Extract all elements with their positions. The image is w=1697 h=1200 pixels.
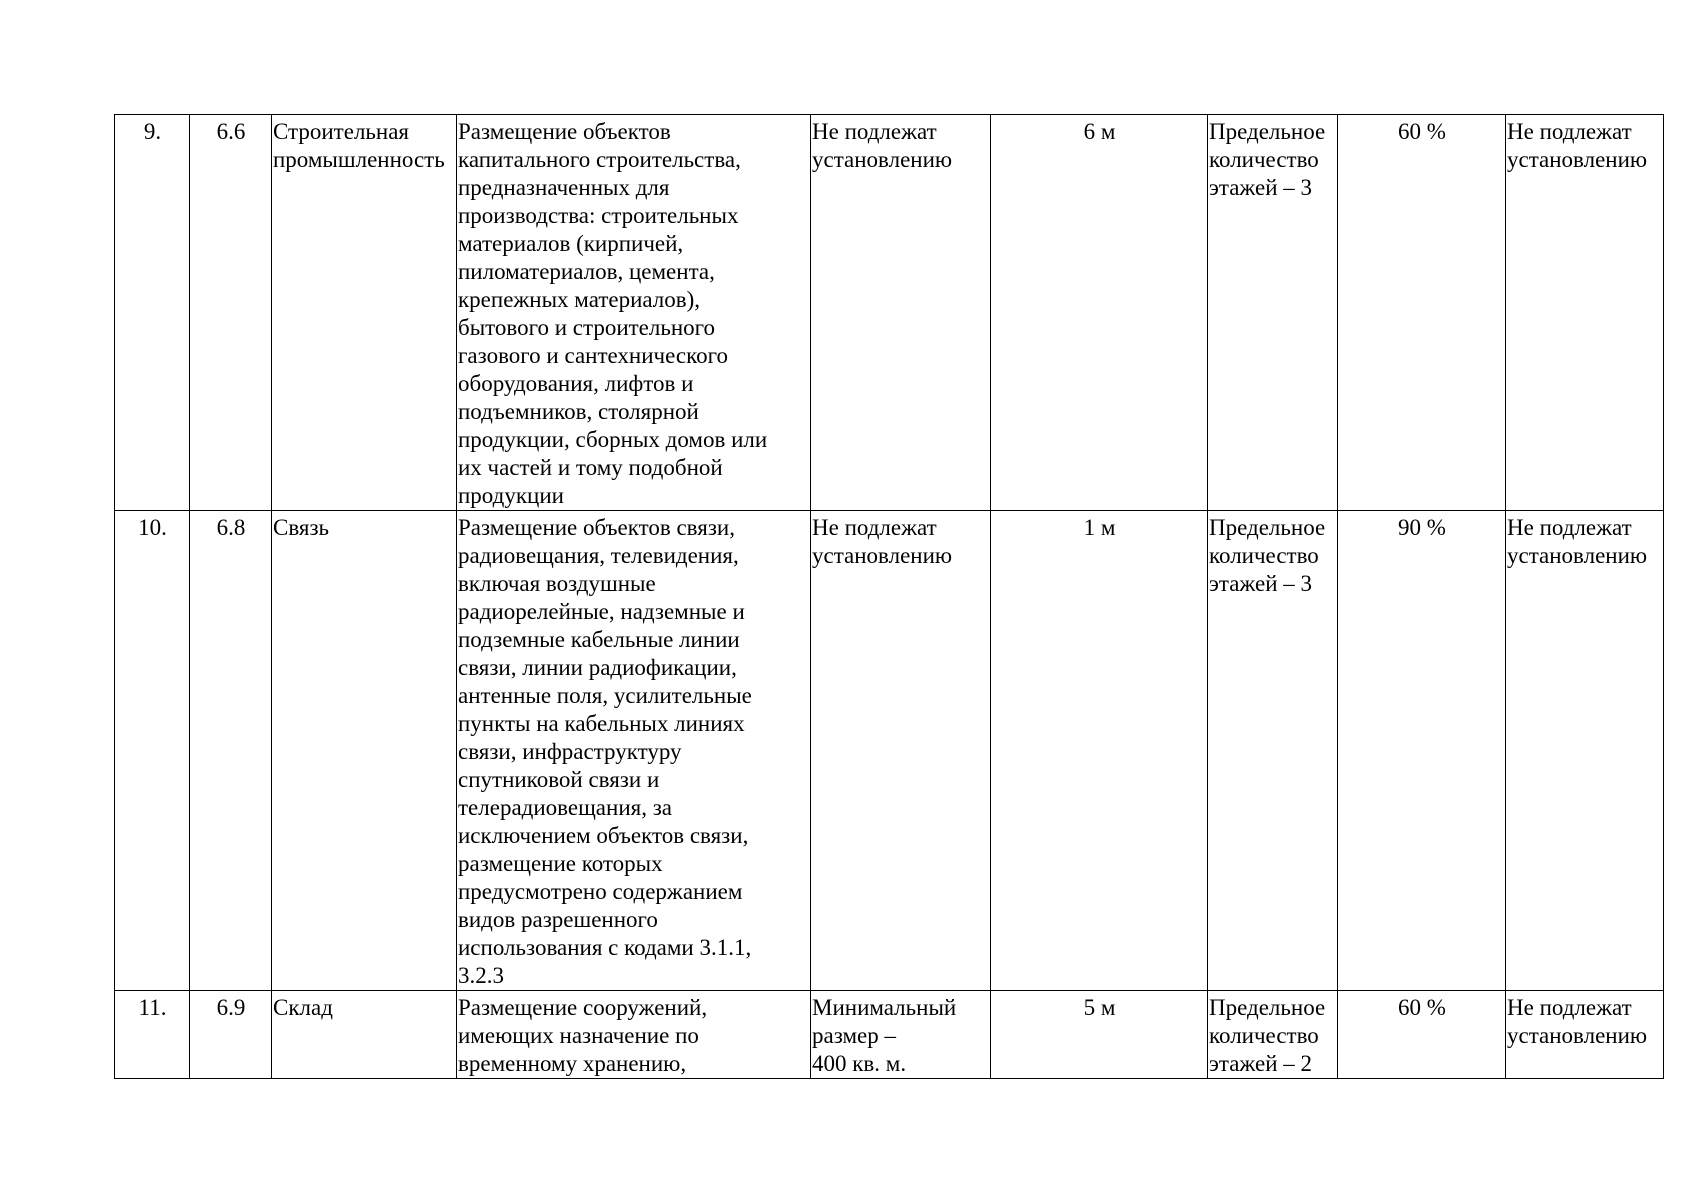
table-row — [115, 511, 1664, 991]
table-row — [115, 115, 1664, 511]
regulations-table — [114, 114, 1664, 1079]
use-code: 6.6 — [190, 115, 272, 511]
use-code: 6.8 — [190, 511, 272, 991]
other-params: Не подлежат установлению — [1506, 115, 1664, 511]
use-name: Склад — [272, 991, 457, 1079]
use-description: Размещение объектов связи, радиовещания, телевидения, включая воздушные радиорелейные, надземные и подземные кабельные линии связи, линии радиофикации, антенные поля, усилительные пункты на кабельных линиях связи, инфраструктуру спутниковой связи и телерадиовещания, за исключением объектов связи, размещение которых предусмотрено содержанием видов разрешенного использования с кодами 3.1.1, 3.2.3 — [457, 511, 811, 991]
coverage-percent: 90 % — [1338, 511, 1506, 991]
use-name: Строительная промышленность — [272, 115, 457, 511]
floors-limit: Предельное количество этажей – 2 — [1208, 991, 1338, 1079]
coverage-percent: 60 % — [1338, 991, 1506, 1079]
use-description: Размещение объектов капитального строительства, предназначенных для производства: строительных материалов (кирпичей, пиломатериалов, цемента, крепежных материалов), бытового и строительного газового и сантехнического оборудования, лифтов и подъемников, столярной продукции, сборных домов или их частей и тому подобной продукции — [457, 115, 811, 511]
plot-size: Не подлежат установлению — [811, 511, 991, 991]
floors-limit: Предельное количество этажей – 3 — [1208, 511, 1338, 991]
plot-size: Не подлежат установлению — [811, 115, 991, 511]
use-description: Размещение сооружений, имеющих назначение по временному хранению, — [457, 991, 811, 1079]
row-number: 11. — [115, 991, 190, 1079]
row-number: 9. — [115, 115, 190, 511]
coverage-percent: 60 % — [1338, 115, 1506, 511]
setback: 5 м — [991, 991, 1208, 1079]
use-name: Связь — [272, 511, 457, 991]
setback: 1 м — [991, 511, 1208, 991]
use-code: 6.9 — [190, 991, 272, 1079]
table-row — [115, 991, 1664, 1079]
plot-size: Минимальный размер – 400 кв. м. — [811, 991, 991, 1079]
other-params: Не подлежат установлению — [1506, 991, 1664, 1079]
floors-limit: Предельное количество этажей – 3 — [1208, 115, 1338, 511]
row-number: 10. — [115, 511, 190, 991]
setback: 6 м — [991, 115, 1208, 511]
other-params: Не подлежат установлению — [1506, 511, 1664, 991]
